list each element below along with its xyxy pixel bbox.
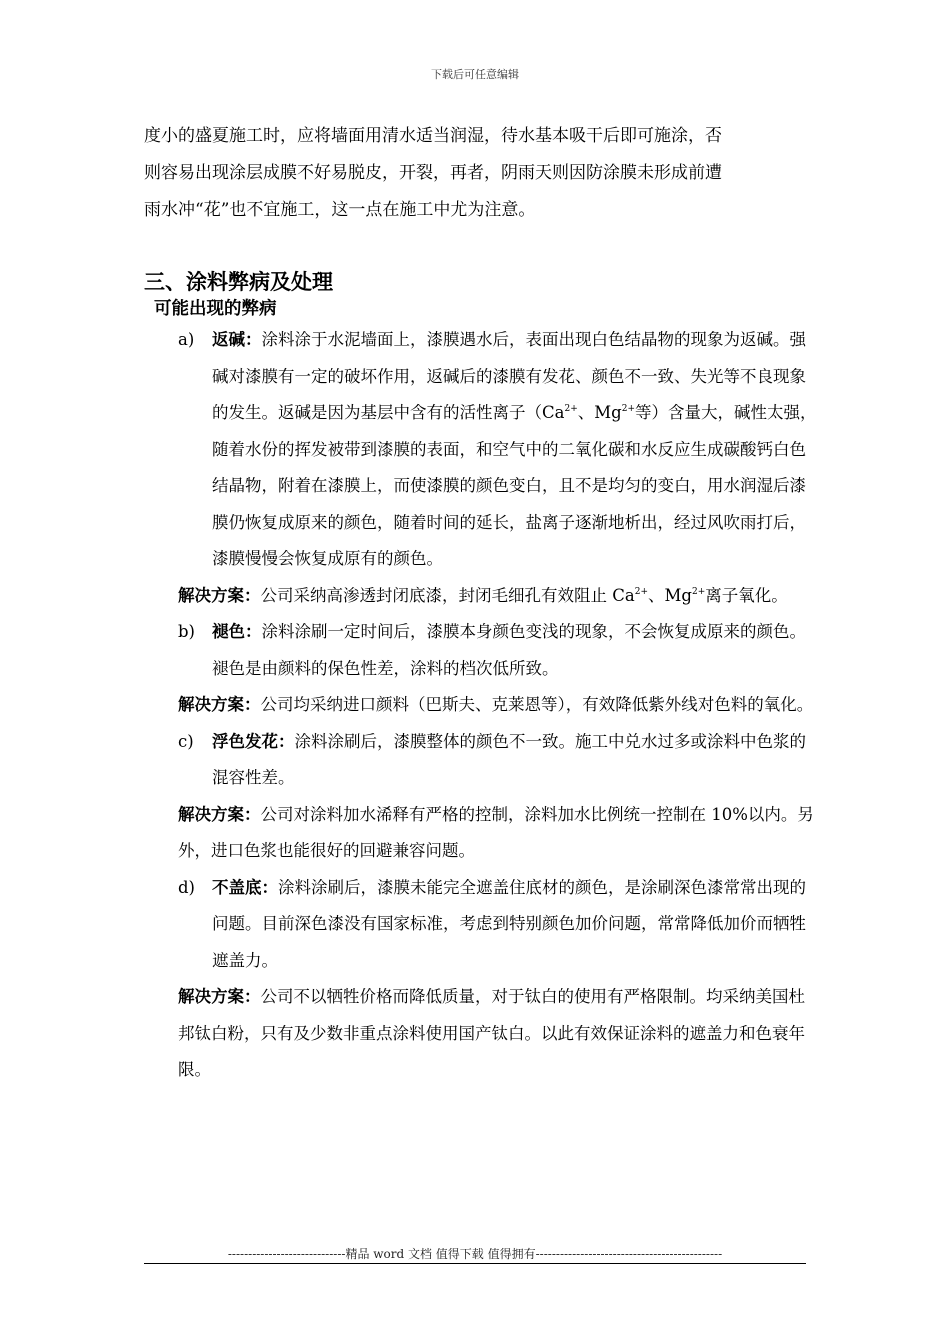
intro-paragraph bbox=[144, 118, 814, 229]
solution-text: 公司不以牺牲价格而降低质量，对于钛白的使用有严格限制。均采纳美国杜邦钛白粉，只有及少数非重点涂料使用国产钛白。以此有效保证涂料的遮盖力和色衰年限。 bbox=[178, 987, 805, 1079]
list-item-d bbox=[178, 870, 818, 980]
item-title: 褪色： bbox=[212, 622, 262, 641]
solution-label: 解决方案： bbox=[178, 987, 261, 1006]
solution-text: 、Mg bbox=[648, 585, 692, 605]
superscript: 2+ bbox=[634, 586, 648, 597]
section-title: 三、涂料弊病及处理 bbox=[144, 270, 333, 294]
intro-line: 则容易出现涂层成膜不好易脱皮，开裂，再者，阴雨天则因防涂膜未形成前遭 bbox=[144, 163, 722, 183]
solution-text: 公司均采纳进口颜料（巴斯夫、克莱恩等），有效降低紫外线对色料的氧化。 bbox=[260, 695, 814, 714]
item-text bbox=[212, 724, 818, 797]
solution-label: 解决方案： bbox=[178, 804, 261, 824]
solution-label: 解决方案： bbox=[178, 585, 261, 605]
footer-divider bbox=[144, 1263, 806, 1264]
list-item-a bbox=[178, 322, 818, 578]
item-marker: d) bbox=[178, 877, 195, 897]
item-title: 浮色发花： bbox=[212, 731, 295, 751]
item-body: 涂料涂刷后，漆膜整体的颜色不一致。施工中兑水过多或涂料中色浆的混容性差。 bbox=[212, 731, 806, 787]
solution-label: 解决方案： bbox=[178, 695, 261, 714]
item-body: 、Mg bbox=[577, 403, 622, 422]
item-marker: a) bbox=[178, 330, 195, 349]
item-body: 涂料涂刷后，漆膜未能完全遮盖住底材的颜色，是涂刷深色漆常常出现的问题。目前深色漆没有国家标准，考虑到特别颜色加价问题，常常降低加价而牺牲遮盖力。 bbox=[212, 877, 806, 970]
page-header: 下载后可任意编辑 bbox=[431, 68, 519, 81]
item-body: 等）含量大，碱性太强，随着水份的挥发被带到漆膜的表面，和空气中的二氧化碳和水反应生成碳酸钙白色结晶物，附着在漆膜上，而使漆膜的颜色变白，且不是均匀的变白，用水润湿后漆膜仍恢复成原来的颜色，随着时间的延长，盐离子逐渐地析出，经过风吹雨打后，漆膜慢慢会恢复成原有的颜色。 bbox=[212, 403, 817, 568]
superscript: 2+ bbox=[564, 404, 578, 414]
intro-line: 度小的盛夏施工时，应将墙面用清水适当润湿，待水基本吸干后即可施涂，否 bbox=[144, 126, 722, 146]
intro-line: 雨水冲“花”也不宜施工，这一点在施工中尤为注意。 bbox=[144, 200, 536, 220]
item-body: 涂料涂于水泥墙面上，漆膜遇水后，表面出现白色结晶物的现象为返碱。强碱对漆膜有一定的破坏作用，返碱后的漆膜有发花、颜色不一致、失光等不良现象的发生。返碱是因为基层中含有的活性离子（Ca bbox=[212, 330, 806, 422]
item-title: 返碱： bbox=[212, 330, 262, 349]
solution-text: 离子氧化。 bbox=[705, 585, 788, 605]
item-text bbox=[212, 322, 818, 578]
superscript: 2+ bbox=[691, 586, 706, 597]
list-item-b bbox=[178, 614, 818, 687]
item-marker: b) bbox=[178, 622, 195, 641]
page-footer: -----------------------------精品 word 文档 值得下载 值得拥有---------------------------------------------- bbox=[227, 1247, 723, 1261]
document-body bbox=[178, 322, 818, 1089]
item-body: 涂料涂刷一定时间后，漆膜本身颜色变浅的现象，不会恢复成原来的颜色。褪色是由颜料的保色性差，涂料的档次低所致。 bbox=[212, 622, 806, 678]
solution-a bbox=[178, 578, 818, 615]
solution-text: 公司采纳高渗透封闭底漆，封闭毛细孔有效阻止 Ca bbox=[260, 585, 635, 605]
solution-b bbox=[178, 687, 818, 724]
sub-title: 可能出现的弊病 bbox=[154, 299, 277, 319]
item-text bbox=[212, 870, 818, 980]
list-item-c bbox=[178, 724, 818, 797]
item-title: 不盖底： bbox=[212, 877, 278, 897]
solution-d bbox=[178, 979, 818, 1089]
solution-c bbox=[178, 797, 818, 870]
solution-text: 公司对涂料加水浠释有严格的控制，涂料加水比例统一控制在 10%以内。另外，进口色浆也能很好的回避兼容问题。 bbox=[178, 804, 814, 860]
item-text bbox=[212, 614, 818, 687]
superscript: 2+ bbox=[621, 404, 635, 414]
item-marker: c) bbox=[178, 731, 194, 751]
